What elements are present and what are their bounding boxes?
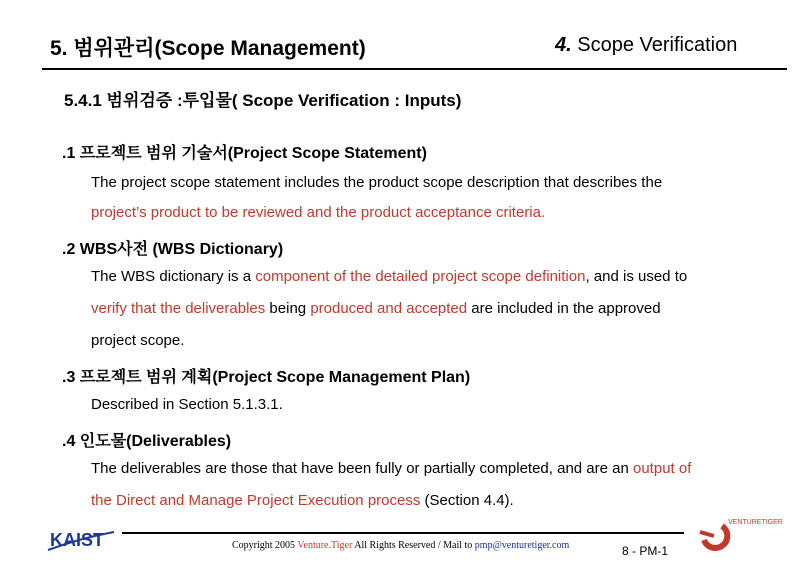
venturetiger-logo (690, 510, 790, 564)
item-body-line (91, 332, 184, 349)
body-text: Described in Section 5.1.3.1. (91, 396, 283, 413)
highlighted-text: verify that the deliverables (91, 300, 266, 317)
footer-divider (122, 532, 684, 534)
item-body-line (91, 174, 662, 191)
kaist-logo-text: KAIST (50, 530, 104, 550)
header-subtitle-text: Scope Verification (571, 34, 738, 56)
copyright-mid: All Rights Reserved / Mail to (352, 540, 475, 551)
item-body-line (91, 396, 283, 413)
item-label: .4 인도물(Deliverables) (62, 433, 232, 450)
body-text: The deliverables are those that have been fully or partially completed, and are an (91, 460, 633, 477)
page-number: 8 - PM-1 (622, 544, 669, 558)
highlighted-text: the Direct and Manage Project Execution process (91, 492, 421, 509)
copyright-mail-link[interactable]: pmp@venturetiger.com (474, 540, 570, 551)
header-subtitle-number: 4. (555, 34, 572, 56)
body-text: are included in the approved (467, 300, 661, 317)
body-text: The WBS dictionary is a (91, 268, 256, 285)
body-text: , and is used to (585, 268, 688, 285)
header-subtitle (555, 34, 737, 57)
item-body-line (91, 300, 661, 317)
header-title: 5. 범위관리(Scope Management) (50, 37, 366, 60)
item-body-line (91, 268, 687, 285)
venturetiger-logo-text: VENTURETIGER (728, 519, 783, 526)
copyright-prefix: Copyright 2005 (232, 540, 298, 551)
kaist-logo (46, 526, 116, 554)
body-text: being (265, 300, 311, 317)
item-body-line (91, 204, 545, 221)
copyright-brand: Venture.Tiger (297, 540, 353, 551)
highlighted-text: output of (633, 460, 692, 477)
highlighted-text: project’s product to be reviewed and the product acceptance criteria. (91, 204, 546, 221)
copyright-text (232, 540, 569, 551)
body-text: (Section 4.4). (420, 492, 514, 509)
item-label: .1 프로젝트 범위 기술서(Project Scope Statement) (62, 145, 427, 162)
highlighted-text: produced and accepted (310, 300, 468, 317)
item-label: .3 프로젝트 범위 계획(Project Scope Management Plan) (62, 369, 471, 386)
item-body-line (91, 460, 691, 477)
item-label: .2 WBS사전 (WBS Dictionary) (62, 241, 284, 258)
section-title: 5.4.1 범위검증 :투입물( Scope Verification : Inputs) (64, 91, 462, 110)
body-text: The project scope statement includes the product scope description that describes the (91, 174, 663, 191)
item-body-line (91, 492, 514, 509)
highlighted-text: component of the detailed project scope definition (255, 268, 586, 285)
body-text: project scope. (91, 332, 185, 349)
header-divider (42, 68, 787, 70)
